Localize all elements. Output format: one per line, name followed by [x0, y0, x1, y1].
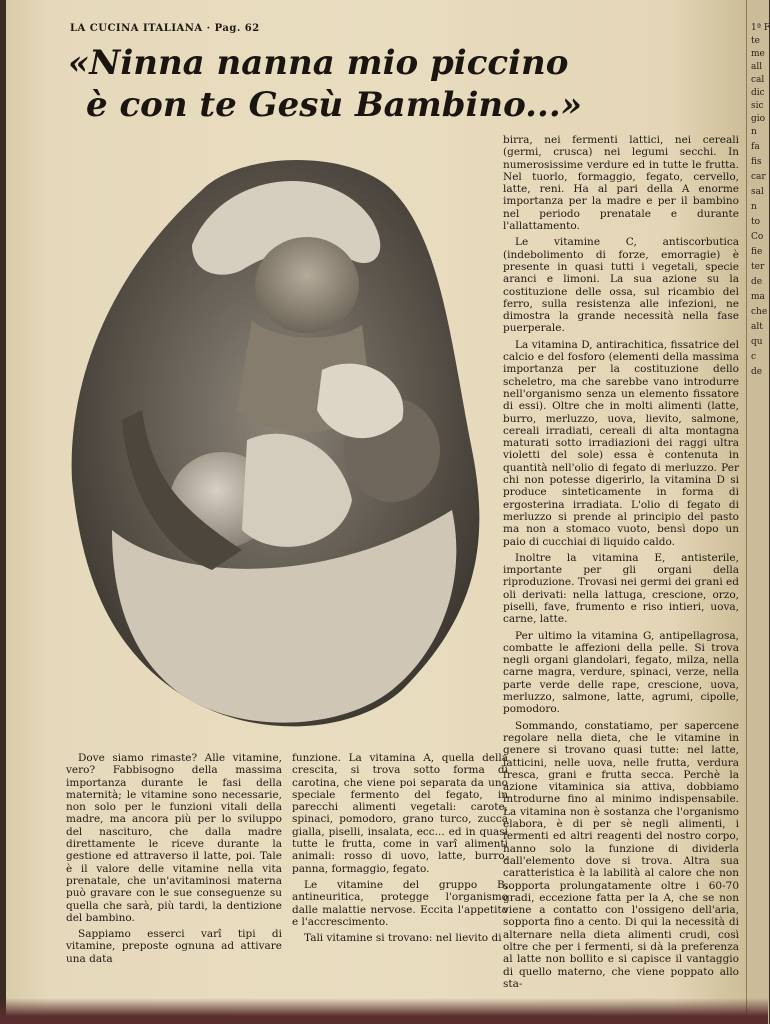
right-text-column — [503, 134, 739, 994]
edge-fragment: 1ª F — [751, 23, 770, 33]
bottom-left-text-column — [66, 752, 282, 969]
edge-fragment: dic — [751, 88, 765, 98]
edge-fragment: de — [751, 367, 763, 377]
edge-fragment: che — [751, 307, 768, 317]
next-page-edge — [746, 0, 769, 1024]
paragraph: Dove siamo rimaste? Alle vitamine, vero? Fabbisogno della massima importanza durante le fasi della maternità; le vitamine sono necessarie, non solo per le funzioni vitali della madre, ma ancora più per lo sviluppo del nascituro, che dalla madre direttamente le riceve durante la gestione ed attraverso il latte, poi. Tale è il valore delle vitamine nella vita prenatale, che un'avitaminosi materna può gravare con le sue conseguenze su quella che sarà, più tardi, la dentizione del bambino. — [66, 752, 282, 924]
bottom-middle-text-column — [292, 752, 508, 948]
headline-line-1: «Ninna nanna mio piccino — [68, 43, 569, 83]
paragraph: Per ultimo la vitamina G, antipellagrosa, combatte le affezioni della pelle. Si trova negli organi glandolari, fegato, milza, nella carne magra, verdure, spinaci, verze, nella parte verde delle rape, crescione, uova, merluzzo, salmone, latte, agrumi, cipolle, pomodoro. — [503, 629, 739, 716]
paragraph: funzione. La vitamina A, quella della crescita, si trova sotto forma di carotina, che viene poi separata da uno speciale fermento del fegato, in parecchi alimenti vegetali: carote, spinaci, pomodoro, grano turco, zucca gialla, piselli, insalata, ecc... ed in quasi tutte le frutta, come in varî alimenti animali: rosso di uovo, latte, burro, panna, formaggio, fegato. — [292, 752, 508, 875]
paragraph: Tali vitamine si trovano: nel lievito di — [304, 932, 502, 945]
paragraph: Sappiamo esserci varî tipi di vitamine, preposte ognuna ad attivare una data — [66, 928, 282, 965]
paragraph: La vitamina D, antirachitica, fissatrice del calcio e del fosforo (elementi della massima importanza per la costituzione dello scheletro, ma che sarebbe vano introdurre nell'organismo senza un elemento fissatore di essi). Oltre che in molti alimenti (latte, burro, merluzzo, uova, lievito, salmone, cereali irradiati, cereali di alta montagna maturati sotto irradiazioni dei raggi ultra violetti del sole) essa è contenuta in quantità nell'olio di fegato di merluzzo. Per chi non potesse digerirlo, la vitamina D si produce sinteticamente in forma di ergosterina irradiata. L'olio di fegato di merluzzo si prende al principio del pasto ma non a stomaco vuoto, bensì dopo un paio di cucchiai di liquido caldo. — [503, 338, 739, 548]
article-headline — [68, 42, 688, 126]
paragraph: birra, nei fermenti lattici, nei cereali (germi, crusca) nei legumi secchi. In numerosissime verdure ed in tutte le frutta. Nel tuorlo, formaggio, fegato, cervello, latte, reni. Ha al pari della A enorme importanza per la madre e per il bambino nel periodo prenatale e durante l'allattamento. — [503, 134, 739, 233]
mother-face — [255, 237, 359, 333]
edge-fragment: Co — [751, 232, 764, 242]
edge-fragment: qu — [751, 337, 763, 347]
edge-fragment: to — [751, 217, 761, 227]
edge-fragment: fie — [751, 247, 763, 257]
mother-nursing-twins-photo — [72, 150, 482, 730]
edge-fragment: n — [751, 127, 757, 137]
edge-fragment: sal — [751, 187, 764, 197]
paragraph: Sommando, constatiamo, per sapercene regolare nella dieta, che le vitamine in genere si trovano quasi tutte: nel latte, latticini, nelle uova, nelle frutta, verdura fresca, grani e frutta secca. Perchè la azione vitaminica sia attiva, dobbiamo introdurne fino al minimo indispensabile. La vitamina non è sostanza che l'organismo elabora, è di per sè negli alimenti, i fermenti ed altri reagenti del nostro corpo, hanno solo la funzione di dividerla dall'elemento dove si trova. Altra sua caratteristica è la labilità al calore che non sopporta prolungatamente oltre i 60-70 gradi, eccezione fatta per la A, che se non viene a contatto con l'ossigeno dell'aria, sopporta fino a cento. Di qui la necessità di alternare nella dieta alimenti crudi, così oltre che per i fermenti, si dà la preferenza al latte non bollito e si capisce il vantaggio di quello materno, che viene poppato allo sta- — [503, 719, 739, 990]
running-head: LA CUCINA ITALIANA · Pag. 62 — [70, 23, 260, 34]
edge-fragment: de — [751, 277, 763, 287]
paragraph: Le vitamine C, antiscorbutica (indebolimento di forze, emorragie) è presente in quasi tutti i vegetali, specie aranci e limoni. La sua azione su la costituzione delle ossa, sul ricambio del ferro, sulla resistenza alle infezioni, ne dimostra la grande necessità nella fase puerperale. — [503, 236, 739, 335]
edge-fragment: n — [751, 202, 757, 212]
edge-fragment: cal — [751, 75, 765, 85]
paragraph: Le vitamine del gruppo B, antineuritica, protegge l'organismo dalle malattie nervose. Eccita l'appetito e l'accrescimento. — [292, 878, 508, 928]
edge-fragment: ma — [751, 292, 765, 302]
edge-fragment: gio — [751, 114, 766, 124]
edge-fragment: te — [751, 36, 760, 46]
edge-fragment: c — [751, 352, 757, 362]
edge-fragment: car — [751, 172, 766, 182]
paragraph: Inoltre la vitamina E, antisterile, importante per gli organi della riproduzione. Trovasi nei germi dei grani ed oli derivati: nella lattuga, crescione, orzo, piselli, fave, frumento e riso intieri, uova, carne, latte. — [503, 551, 739, 626]
edge-fragment: ter — [751, 262, 765, 272]
edge-fragment: me — [751, 49, 765, 59]
magazine-page — [6, 0, 746, 1024]
edge-fragment: fa — [751, 142, 760, 152]
edge-fragment: all — [751, 62, 763, 72]
edge-fragment: alt — [751, 322, 763, 332]
edge-fragment: fis — [751, 157, 762, 167]
headline-line-2: è con te Gesù Bambino...» — [86, 85, 582, 125]
edge-fragment: sic — [751, 101, 764, 111]
binding-shadow — [0, 998, 768, 1024]
